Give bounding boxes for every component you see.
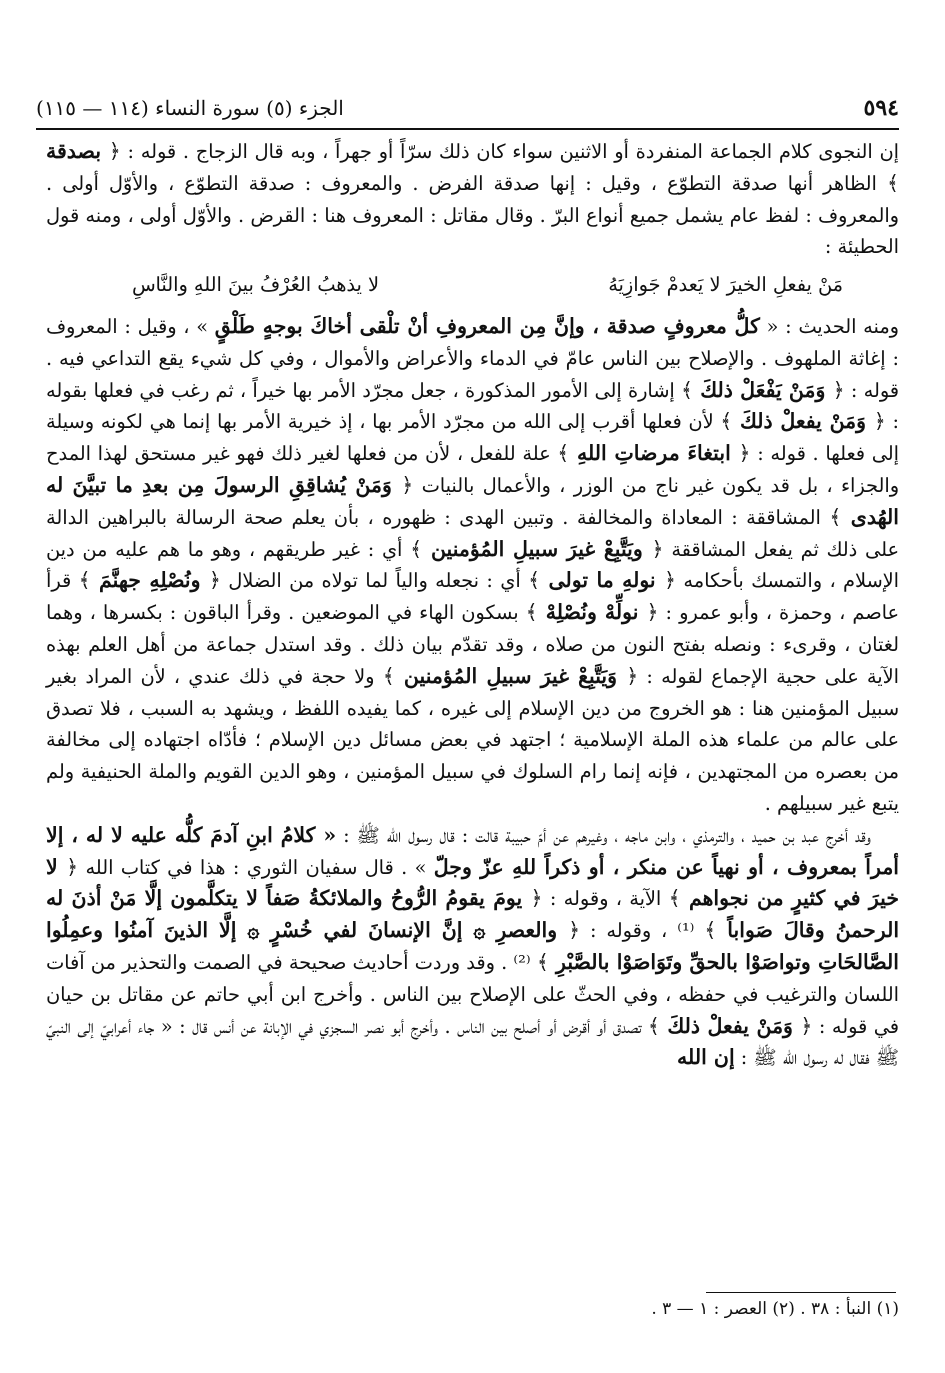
text-run: لهذا المدح والجزاء ، بل قد يكون غير ناج من الوزر ، والأعمال بالنيات	[46, 442, 900, 497]
quran-quote: ﴿ وَمَنْ يفعلْ ذلكَ ﴾	[647, 1013, 813, 1038]
text-run: لأن فعلها أقرب إلى الله من مجرّد الأمر بها ، إذ خيرية الأمر بها إنما هي لكونه	[100, 410, 714, 434]
text-run: على ذلك ثم يفعل المشاققة	[671, 537, 899, 561]
verse-second-hemistich: لا يذهبُ العُرْفُ بينَ اللهِ والنَّاسِ	[132, 273, 379, 297]
text-run: الثوري : هذا في كتاب الله	[85, 855, 299, 879]
text-run: وقد أخرج عبد بن حميد ، والترمذي ، وابن ماجه ، وغيرهم عن أمّ حبيبة قالت : قال رسول الله ﷺ :	[343, 823, 872, 847]
page-number: ٥٩٤	[863, 95, 899, 121]
hadith-quote: « كلامُ ابنِ آدمَ كلُّه عليه لا له ، إلا أمراً بمعروف ، أو نهياً عن منكر ، أو ذكراً للهِ عزّ وجلّ	[46, 822, 899, 879]
text-run: إشارة إلى الأمور المذكورة ، جعل مجرّد الأمر بها خيراً ، ثم رغب في فعلها	[93, 378, 675, 402]
quran-quote: ﴿ وَمَنْ يفعلْ ذلكَ ﴾	[720, 409, 886, 434]
text-line: إن النجوى كلام الجماعة المنفردة أو الاثنين سواء كان ذلك سرّاً أو جهراً ، وبه قال الزجاج . قوله :	[127, 140, 899, 163]
footnote-rule	[706, 1292, 896, 1293]
text-run: الإسلام ، والتمسك بأحكامه	[683, 569, 899, 593]
quran-quote: ﴿ نولهِ ما تولى ﴾	[528, 568, 677, 593]
text-line: ومنه قول الحطيئة :	[46, 203, 899, 259]
quran-quote: ﴿ وَمَنْ يَفْعَلْ ذلكَ ﴾	[681, 377, 845, 402]
text-run: تصدق على عالم من علماء هذه الملة الإسلامية ؛ اجتهد في بعض مسائل دين الإسلام ؛ فأدّاه اجتهاده إلى مخالفة	[46, 696, 899, 752]
text-run: من بعصره من المجتهدين ، فإنه إنما رام السلوك في سبيل المؤمنين ، وهو الدين القويم والملة الحنيفية ولم يتبع	[46, 760, 899, 815]
quran-quote: ﴿ لا خيرَ في كثيرٍ من نجواهم ﴾	[46, 854, 900, 911]
quran-quote: ﴿ نولِّهْ ونُصْلِهْ ﴾	[525, 600, 659, 625]
paragraph	[46, 820, 899, 1074]
text-run: فيه . قوله :	[46, 346, 900, 402]
text-run: أبو نصر السجزي في الإبانة عن أنس قال : « جاء أعرابيّ إلى النبيّ ﷺ فقال له رسول الله ﷺ :	[46, 1014, 899, 1070]
text-run: تصدق أو أقرض أو أصلح بين الناس . وأخرج	[410, 1014, 642, 1038]
verse-first-hemistich: مَنْ يفعلِ الخيرَ لا يَعدمْ جَوازِيَهُ	[608, 273, 843, 297]
paragraph	[46, 311, 899, 820]
text-run: أي : نجعله والياً لما تولاه من الضلال	[228, 569, 521, 593]
quran-quote: ﴿ ابتغاءَ مرضاتِ اللهِ ﴾	[557, 441, 751, 466]
poetry-verse	[46, 267, 899, 307]
text-run: بهذه الآية على حجية الإجماع لقوله :	[46, 632, 899, 688]
quran-quote: ﴿ بصدقة ﴾	[46, 139, 899, 195]
running-title: الجزء (٥) سورة النساء (١١٤ — ١١٥)	[36, 96, 344, 120]
text-run: غير سبيلهم .	[764, 791, 866, 815]
text-run: بقوله :	[46, 378, 899, 434]
quran-quote: ﴿ يومَ يقومُ الرُّوحُ والملائكةُ صَفاً لا يتكلَّمون إلَّا مَنْ أذنَ له الرحمنُ وقالَ صَواباً ﴾	[46, 886, 900, 943]
text-run: ومنه الحديث : «	[766, 314, 899, 338]
text-run: المشاققة : المعاداة والمخالفة . وتبين الهدى : ظهوره ، بأن يعلم صحة الرسالة بالبراهين الدالة	[46, 505, 821, 529]
footnotes: (١) النبأ : ٣٨ . (٢) العصر : ١ — ٣ .	[651, 1299, 899, 1319]
text-line: الظاهر أنها صدقة التطوّع ، وقيل : إنها صدقة الفرض . والمعروف : صدقة التطوّع ، والأوّل	[108, 171, 877, 195]
text-run: ⁽¹⁾ ، وقوله :	[590, 919, 695, 943]
text-run: ولا حجة في ذلك عندي ، لأن المراد	[85, 664, 375, 688]
text-run: » . قال سفيان	[305, 855, 427, 879]
header-rule	[36, 128, 899, 130]
text-run: بغير سبيل المؤمنين هنا : هو الخروج من دين الإسلام إلى غيره ، كما يفيده اللفظ ، ويشهد به السبب ، فلا	[46, 664, 899, 720]
text-run: علة للفعل ، لأن من فعلها لغير ذلك فهو غير مستحق	[134, 442, 551, 466]
text-run: بسكون الهاء في الموضعين . وقرأ الباقون : بكسرها ،	[89, 601, 519, 625]
quran-quote: ﴿ والعصرِ ۞ إنَّ الإنسانَ لفي خُسْرٍ ۞ إلَّا الذينَ آمنُوا وعمِلُوا الصَّالحَاتِ وتواصَوْا بالحقِّ وتَوَاصَوْا بالصَّبْرِ ﴾	[46, 918, 899, 974]
quran-quote: ﴿ وَيَتَّبِعْ غيرَ سبيلِ المُؤمنين ﴾	[382, 663, 639, 688]
text-line: أولى . والمعروف : لفظ عام يشمل جميع أنواع البرّ . وقال مقاتل : المعروف هنا : القرض . والأوّل أولى ،	[46, 171, 899, 227]
hadith-quote: إن الله	[677, 1045, 735, 1070]
text-run: المعروف : إغاثة الملهوف . والإصلاح بين الناس عامّ في الدماء والأعراض والأموال ، وفي كل شيء يقع التداعي	[46, 314, 899, 370]
text-run: أبي حاتم عن مقاتل بن حيان في قوله :	[46, 982, 899, 1038]
page-header	[36, 92, 899, 122]
hadith-quote: كلُّ معروفٍ صدقة ، وإنَّ مِن المعروفِ أنْ تلْقى أخاكَ بوجهٍ طَلْقٍ	[214, 313, 760, 338]
quran-quote: ﴿ وَمَنْ يُشاقِقِ الرسولَ مِن بعدِ ما تبيَّنَ له الهُدى ﴾	[46, 472, 899, 529]
text-run: أي : غير طريقهم ، وهو ما هم عليه من دين	[46, 537, 403, 561]
text-run: وهما لغتان ، وقرىء : ونصله بفتح النون من صلاه ، وقد تقدّم بيان ذلك . وقد استدل جماعة من أهل العلم	[46, 601, 899, 656]
paragraph	[46, 136, 899, 263]
main-text	[46, 136, 899, 1074]
text-run: وسيلة إلى فعلها . قوله :	[46, 410, 899, 466]
text-run: الآية ، وقوله :	[549, 887, 662, 911]
text-run: ⁽²⁾ . وقد وردت أحاديث صحيحة في	[257, 950, 531, 974]
quran-quote: ﴿ ونُصْلِهِ جهنَّمَ ﴾	[78, 568, 221, 593]
text-run: قرأ عاصم ، وحمزة ، وأبو عمرو :	[46, 569, 899, 625]
text-run: الصمت والتحذير من آفات اللسان والترغيب في حفظه ، وفي الحثّ على الإصلاح بين الناس . وأخرج ابن	[46, 950, 899, 1006]
text-run: » ، وقيل :	[124, 314, 209, 338]
quran-quote: ﴿ ويَتَّبِعْ غيرَ سبيلِ المُؤمنين ﴾	[410, 536, 664, 561]
